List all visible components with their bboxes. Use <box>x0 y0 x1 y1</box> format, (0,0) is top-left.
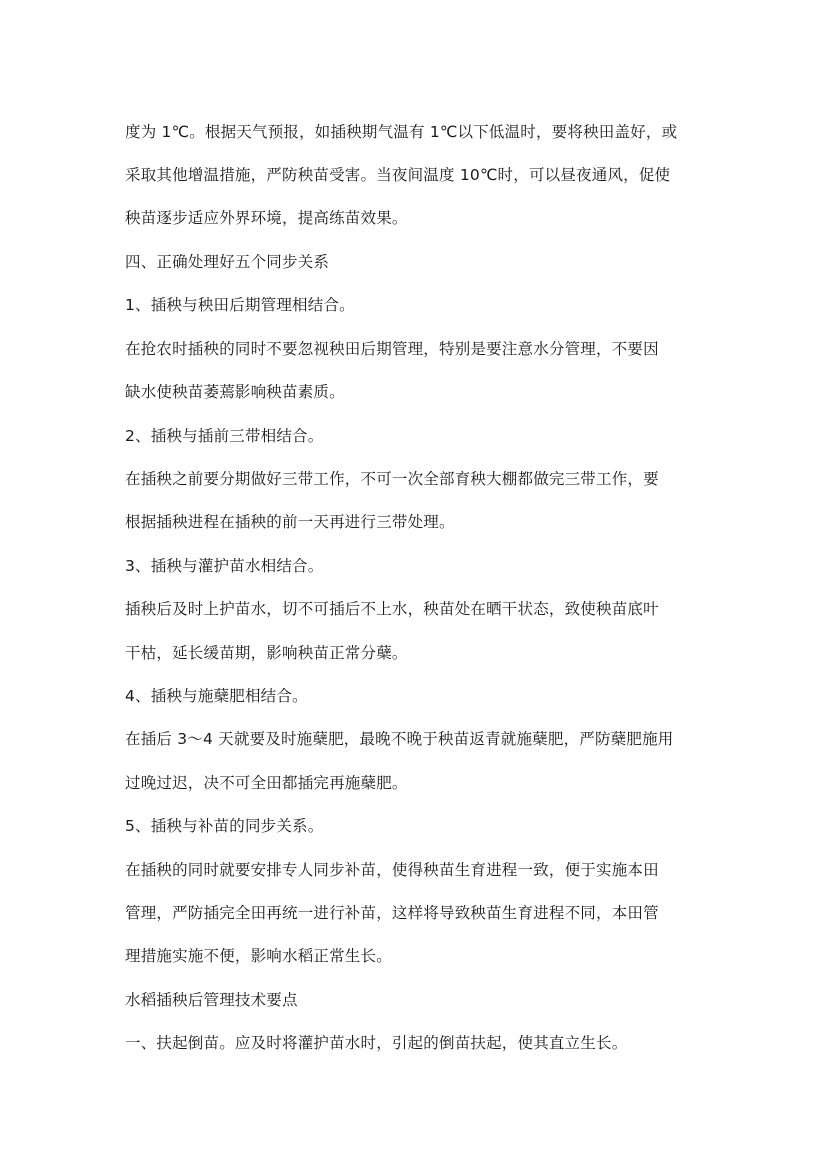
text-line: 度为 1℃。根据天气预报，如插秧期气温有 1℃以下低温时，要将秧田盖好，或 <box>125 123 678 141</box>
text-line: 过晚过迟，决不可全田都插完再施蘖肥。 <box>125 774 408 792</box>
text-line: 在插后 3～4 天就要及时施蘖肥，最晚不晚于秧苗返青就施蘖肥，严防蘖肥施用 <box>125 730 674 748</box>
text-line: 管理，严防插完全田再统一进行补苗，这样将导致秧苗生育进程不同，本田管 <box>125 904 659 922</box>
subsection-heading: 4、插秧与施蘖肥相结合。 <box>125 687 308 705</box>
text-line: 干枯，延长缓苗期，影响秧苗正常分蘖。 <box>125 644 408 662</box>
text-line: 插秧后及时上护苗水，切不可插后不上水，秧苗处在晒干状态，致使秧苗底叶 <box>125 600 659 618</box>
text-line: 秧苗逐步适应外界环境，提高练苗效果。 <box>125 209 408 227</box>
subsection-heading: 2、插秧与插前三带相结合。 <box>125 427 324 445</box>
subsection-heading: 5、插秧与补苗的同步关系。 <box>125 817 324 835</box>
text-line: 缺水使秧苗萎蔫影响秧苗素质。 <box>125 383 345 401</box>
text-line: 在插秧的同时就要安排专人同步补苗，使得秧苗生育进程一致，便于实施本田 <box>125 861 659 879</box>
text-line: 在插秧之前要分期做好三带工作，不可一次全部育秧大棚都做完三带工作，要 <box>125 470 659 488</box>
text-line: 采取其他增温措施，严防秧苗受害。当夜间温度 10℃时，可以昼夜通风，促使 <box>125 166 671 184</box>
text-line: 一、扶起倒苗。应及时将灌护苗水时，引起的倒苗扶起，使其直立生长。 <box>125 1034 628 1052</box>
section-heading: 水稻插秧后管理技术要点 <box>125 991 298 1009</box>
text-line: 理措施实施不便，影响水稻正常生长。 <box>125 947 392 965</box>
text-line: 在抢农时插秧的同时不要忽视秧田后期管理，特别是要注意水分管理，不要因 <box>125 340 659 358</box>
subsection-heading: 1、插秧与秧田后期管理相结合。 <box>125 296 355 314</box>
subsection-heading: 3、插秧与灌护苗水相结合。 <box>125 557 324 575</box>
text-line: 根据插秧进程在插秧的前一天再进行三带处理。 <box>125 513 455 531</box>
section-heading: 四、正确处理好五个同步关系 <box>125 253 330 271</box>
